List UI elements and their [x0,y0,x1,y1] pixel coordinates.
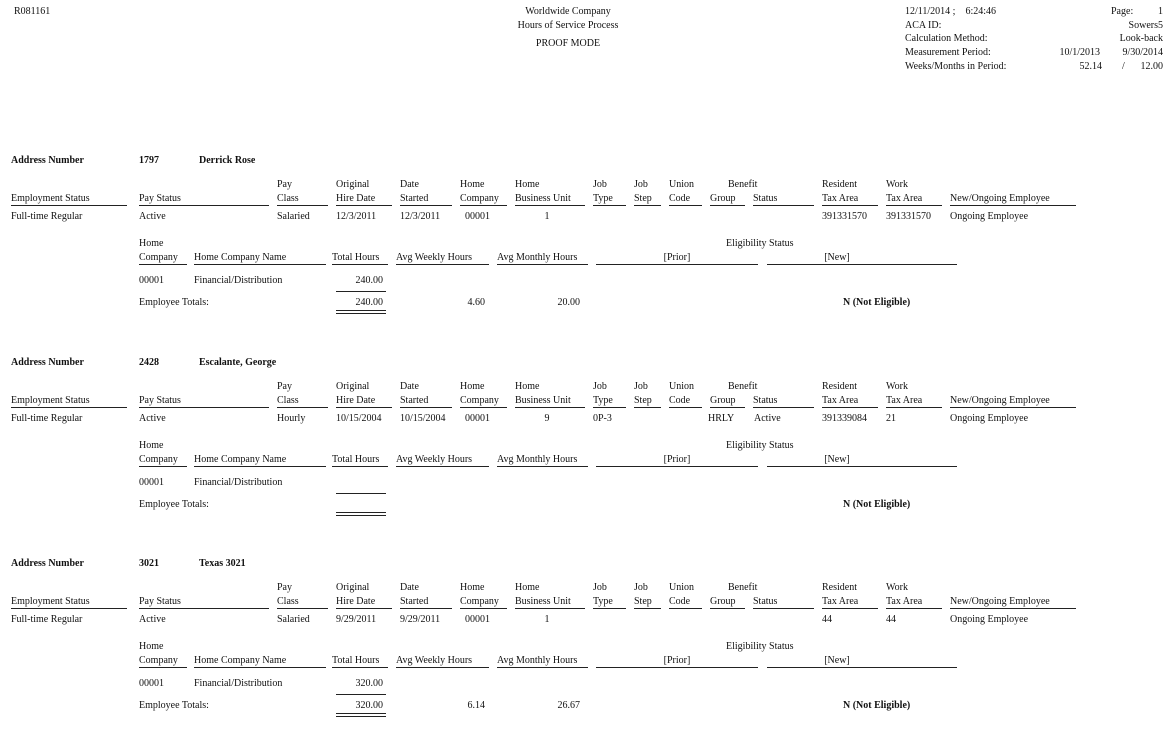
code-header: Code [669,596,691,607]
subheader-underline [767,466,957,467]
detail-company-value: 00001 [139,678,164,689]
eligibility-value: N (Not Eligible) [843,297,911,308]
home-company-header: Company [139,454,178,465]
header-underline [11,608,127,609]
step-header: Step [634,596,652,607]
detail-company-name-value: Financial/Distribution [194,275,283,286]
header-underline [753,407,814,408]
header-underline [336,407,392,408]
address-number: 2428 [139,357,159,368]
header-underline [515,205,585,206]
home-company-name-header: Home Company Name [194,655,287,666]
header-underline [710,407,745,408]
header-underline [11,205,127,206]
months-value: 12.00 [1140,61,1163,72]
process-title: Hours of Service Process [517,20,619,31]
header-underline [460,205,507,206]
subheader-underline [332,667,388,668]
totals-rule [336,291,386,292]
subheader-underline [332,466,388,467]
totals-rule [336,694,386,695]
hire-date-value: 10/15/2004 [336,413,382,424]
class-header: Class [277,596,299,607]
group-header: Group [710,395,736,406]
header-underline [634,407,661,408]
detail-company-value: 00001 [139,275,164,286]
header-underline [593,205,626,206]
home-company-value: 00001 [465,413,490,424]
pay-status-value: Active [139,211,166,222]
resident-header: Resident [822,582,857,593]
subheader-underline [497,466,588,467]
header-underline [634,608,661,609]
detail-company-name-value: Financial/Distribution [194,678,283,689]
totals-monthly-value: 26.67 [557,700,580,711]
header-underline [460,608,507,609]
header-underline [669,205,702,206]
subheader-underline [332,264,388,265]
home-header-3: Home [139,641,164,652]
new-eligibility-header: [New] [824,454,850,465]
subheader-underline [497,667,588,668]
job-header: Job [593,381,607,392]
calc-method-label: Calculation Method: [905,33,988,44]
header-underline [593,608,626,609]
eligibility-status-header: Eligibility Status [726,641,794,652]
avg-monthly-header: Avg Monthly Hours [497,454,578,465]
header-underline [950,608,1076,609]
original-header: Original [336,582,370,593]
pay-header: Pay [277,179,292,190]
prior-eligibility-header: [Prior] [663,252,691,263]
new-eligibility-header: [New] [824,655,850,666]
header-underline [886,608,942,609]
pay-status-header: Pay Status [139,395,181,406]
header-underline [139,205,269,206]
pay-header: Pay [277,582,292,593]
employee-name: Texas 3021 [199,558,246,569]
header-underline [822,205,878,206]
header-underline [400,407,452,408]
header-underline [139,608,269,609]
header-underline [753,205,814,206]
pay-class-value: Salaried [277,211,310,222]
totals-weekly-value: 4.60 [467,297,485,308]
type-header: Type [593,596,613,607]
employment-status-value: Full-time Regular [11,211,83,222]
header-underline [277,407,328,408]
group-header: Group [710,596,736,607]
resident-tax-area-value: 44 [822,614,832,625]
detail-company-name-value: Financial/Distribution [194,477,283,488]
company-header: Company [460,193,499,204]
pay-header: Pay [277,381,292,392]
address-number: 3021 [139,558,159,569]
status-header: Status [753,193,778,204]
subheader-underline [139,466,187,467]
totals-double-rule [336,310,386,311]
business-unit-value: 1 [544,211,550,222]
home-header-3: Home [139,440,164,451]
job-header-2: Job [634,582,648,593]
mode-label: PROOF MODE [535,38,601,49]
union-header: Union [669,381,694,392]
total-hours-header: Total Hours [332,252,380,263]
subheader-underline [194,667,326,668]
date-header: Date [400,179,419,190]
pay-status-header: Pay Status [139,596,181,607]
totals-double-rule [336,313,386,314]
total-hours-header: Total Hours [332,655,380,666]
resident-tax-area-header: Tax Area [822,193,859,204]
home-company-header: Company [139,655,178,666]
home-company-value: 00001 [465,614,490,625]
subheader-underline [396,667,489,668]
work-header: Work [886,179,908,190]
header-underline [710,205,745,206]
header-underline [336,608,392,609]
subheader-underline [139,667,187,668]
home-header: Home [460,179,485,190]
subheader-underline [139,264,187,265]
address-number-label: Address Number [11,155,84,166]
address-number-label: Address Number [11,357,84,368]
subheader-underline [767,667,957,668]
step-header: Step [634,395,652,406]
totals-rule [336,493,386,494]
employee-totals-label: Employee Totals: [139,297,209,308]
aca-id-label: ACA ID: [905,20,942,31]
totals-hours-value: 240.00 [355,297,383,308]
resident-header: Resident [822,179,857,190]
hire-date-value: 12/3/2011 [336,211,377,222]
original-header: Original [336,179,370,190]
date-header: Date [400,582,419,593]
pay-class-value: Hourly [277,413,306,424]
employee-totals-label: Employee Totals: [139,700,209,711]
date-started-value: 9/29/2011 [400,614,441,625]
eligibility-status-header: Eligibility Status [726,238,794,249]
eligibility-status-header: Eligibility Status [726,440,794,451]
prior-eligibility-header: [Prior] [663,454,691,465]
started-header: Started [400,395,429,406]
address-number-label: Address Number [11,558,84,569]
resident-tax-area-header: Tax Area [822,395,859,406]
subheader-underline [194,264,326,265]
header-underline [634,205,661,206]
page-label: Page: [1111,6,1134,17]
original-header: Original [336,381,370,392]
header-underline [950,407,1076,408]
subheader-underline [194,466,326,467]
union-header: Union [669,582,694,593]
work-tax-area-header: Tax Area [886,395,923,406]
totals-double-rule [336,515,386,516]
header-underline [669,407,702,408]
business-unit-header: Business Unit [515,596,571,607]
type-header: Type [593,395,613,406]
status-header: Status [753,395,778,406]
benefit-header: Benefit [728,582,758,593]
code-header: Code [669,395,691,406]
header-underline [753,608,814,609]
subheader-underline [596,667,758,668]
avg-monthly-header: Avg Monthly Hours [497,655,578,666]
benefit-header: Benefit [728,381,758,392]
group-header: Group [710,193,736,204]
header-underline [886,407,942,408]
hire-date-header: Hire Date [336,596,376,607]
avg-weekly-header: Avg Weekly Hours [396,252,473,263]
union-header: Union [669,179,694,190]
header-underline [710,608,745,609]
date-started-value: 12/3/2011 [400,211,441,222]
pay-status-header: Pay Status [139,193,181,204]
date-started-value: 10/15/2004 [400,413,446,424]
new-ongoing-value: Ongoing Employee [950,614,1029,625]
header-underline [139,407,269,408]
home-company-value: 00001 [465,211,490,222]
business-unit-value: 1 [544,614,550,625]
header-underline [822,608,878,609]
job-header-2: Job [634,179,648,190]
employment-status-value: Full-time Regular [11,413,83,424]
home-header-2: Home [515,381,540,392]
header-underline [460,407,507,408]
detail-total-hours-value: 320.00 [355,678,383,689]
business-unit-header: Business Unit [515,395,571,406]
new-ongoing-value: Ongoing Employee [950,211,1029,222]
calc-method-value: Look-back [1119,33,1163,44]
hire-date-header: Hire Date [336,395,376,406]
weeks-value: 52.14 [1079,61,1102,72]
address-number: 1797 [139,155,159,166]
benefit-header: Benefit [728,179,758,190]
home-header-2: Home [515,179,540,190]
subheader-underline [396,264,489,265]
home-header-3: Home [139,238,164,249]
header-underline [950,205,1076,206]
weeks-months-separator: / [1122,61,1125,72]
detail-total-hours-value: 240.00 [355,275,383,286]
totals-double-rule [336,512,386,513]
work-tax-area-header: Tax Area [886,193,923,204]
work-header: Work [886,582,908,593]
measurement-period-label: Measurement Period: [905,47,991,58]
company-header: Company [460,596,499,607]
header-underline [515,407,585,408]
employee-totals-label: Employee Totals: [139,499,209,510]
resident-header: Resident [822,381,857,392]
avg-monthly-header: Avg Monthly Hours [497,252,578,263]
eligibility-value: N (Not Eligible) [843,700,911,711]
class-header: Class [277,395,299,406]
employment-status-header: Employment Status [11,193,90,204]
totals-double-rule [336,716,386,717]
business-unit-value: 9 [544,413,550,424]
pay-status-value: Active [139,614,166,625]
aca-id-value: Sowers5 [1128,20,1163,31]
employment-status-value: Full-time Regular [11,614,83,625]
subheader-underline [596,264,758,265]
header-underline [886,205,942,206]
header-underline [277,205,328,206]
new-eligibility-header: [New] [824,252,850,263]
resident-tax-area-header: Tax Area [822,596,859,607]
employee-name: Derrick Rose [199,155,256,166]
subheader-underline [767,264,957,265]
header-underline [593,407,626,408]
measurement-start: 10/1/2013 [1059,47,1100,58]
hire-date-value: 9/29/2011 [336,614,377,625]
totals-weekly-value: 6.14 [467,700,485,711]
pay-status-value: Active [139,413,166,424]
work-header: Work [886,381,908,392]
header-underline [11,407,127,408]
weeks-months-label: Weeks/Months in Period: [905,61,1007,72]
report-id: R081161 [14,6,51,17]
date-header: Date [400,381,419,392]
subheader-underline [396,466,489,467]
detail-company-value: 00001 [139,477,164,488]
home-header-2: Home [515,582,540,593]
company-header: Company [460,395,499,406]
work-tax-area-value: 44 [886,614,896,625]
new-ongoing-value: Ongoing Employee [950,413,1029,424]
job-header-2: Job [634,381,648,392]
page-number: 1 [1158,6,1163,17]
employment-status-header: Employment Status [11,395,90,406]
started-header: Started [400,596,429,607]
eligibility-value: N (Not Eligible) [843,499,911,510]
job-header: Job [593,582,607,593]
totals-double-rule [336,713,386,714]
header-underline [400,205,452,206]
type-header: Type [593,193,613,204]
benefit-group-value: HRLY [708,413,735,424]
code-header: Code [669,193,691,204]
status-header: Status [753,596,778,607]
header-underline [400,608,452,609]
benefit-status-value: Active [754,413,781,424]
pay-class-value: Salaried [277,614,310,625]
employee-name: Escalante, George [199,357,277,368]
header-underline [277,608,328,609]
report-datetime: 12/11/2014 ; 6:24:46 [905,6,997,17]
started-header: Started [400,193,429,204]
home-company-name-header: Home Company Name [194,454,287,465]
home-company-name-header: Home Company Name [194,252,287,263]
avg-weekly-header: Avg Weekly Hours [396,454,473,465]
new-ongoing-header: New/Ongoing Employee [950,596,1050,607]
work-tax-area-header: Tax Area [886,596,923,607]
resident-tax-area-value: 391339084 [822,413,867,424]
job-type-value: 0P-3 [593,413,612,424]
company-title: Worldwide Company [525,6,611,17]
hire-date-header: Hire Date [336,193,376,204]
totals-monthly-value: 20.00 [557,297,580,308]
work-tax-area-value: 21 [886,413,896,424]
subheader-underline [497,264,588,265]
header-underline [515,608,585,609]
totals-hours-value: 320.00 [355,700,383,711]
work-tax-area-value: 391331570 [886,211,931,222]
avg-weekly-header: Avg Weekly Hours [396,655,473,666]
home-header: Home [460,381,485,392]
new-ongoing-header: New/Ongoing Employee [950,395,1050,406]
header-underline [669,608,702,609]
prior-eligibility-header: [Prior] [663,655,691,666]
new-ongoing-header: New/Ongoing Employee [950,193,1050,204]
step-header: Step [634,193,652,204]
business-unit-header: Business Unit [515,193,571,204]
total-hours-header: Total Hours [332,454,380,465]
employment-status-header: Employment Status [11,596,90,607]
class-header: Class [277,193,299,204]
header-underline [822,407,878,408]
measurement-end: 9/30/2014 [1122,47,1163,58]
home-company-header: Company [139,252,178,263]
resident-tax-area-value: 391331570 [822,211,867,222]
header-underline [336,205,392,206]
home-header: Home [460,582,485,593]
subheader-underline [596,466,758,467]
job-header: Job [593,179,607,190]
